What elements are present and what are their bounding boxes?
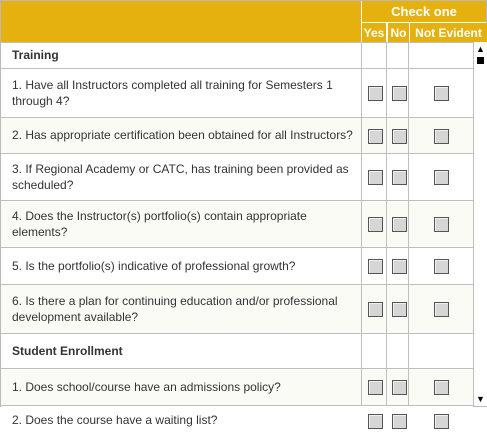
- not-evident-checkbox[interactable]: [434, 86, 449, 101]
- section-title: Student Enrollment: [12, 344, 123, 358]
- yes-checkbox[interactable]: [368, 217, 383, 232]
- yes-checkbox[interactable]: [368, 259, 383, 274]
- yes-column-header: Yes: [362, 23, 386, 42]
- question-text: 6. Is there a plan for continuing education and/or professional development available?: [12, 294, 338, 324]
- question-row: [1, 247, 473, 285]
- not-evident-checkbox[interactable]: [434, 259, 449, 274]
- column-divider: [408, 42, 409, 406]
- no-checkbox[interactable]: [392, 217, 407, 232]
- question-text: 4. Does the Instructor(s) portfolio(s) contain appropriate elements?: [12, 209, 307, 239]
- not-evident-checkbox[interactable]: [434, 380, 449, 395]
- no-checkbox[interactable]: [392, 259, 407, 274]
- not-evident-column-header: Not Evident: [409, 23, 487, 42]
- yes-checkbox[interactable]: [368, 170, 383, 185]
- question-text: 2. Has appropriate certification been obtained for all Instructors?: [12, 128, 353, 142]
- no-checkbox[interactable]: [392, 414, 407, 429]
- not-evident-checkbox[interactable]: [434, 414, 449, 429]
- question-row: [1, 153, 473, 201]
- question-row: [1, 368, 473, 406]
- not-evident-checkbox[interactable]: [434, 129, 449, 144]
- arrow-down-icon[interactable]: ▼: [476, 394, 485, 404]
- not-evident-checkbox[interactable]: [434, 302, 449, 317]
- question-row: [1, 68, 473, 118]
- question-text: 3. If Regional Academy or CATC, has training been provided as scheduled?: [12, 162, 349, 192]
- not-evident-checkbox[interactable]: [434, 217, 449, 232]
- scroll-thumb[interactable]: [477, 57, 484, 64]
- no-checkbox[interactable]: [392, 302, 407, 317]
- question-text: 1. Have all Instructors completed all training for Semesters 1 through 4?: [12, 78, 333, 108]
- question-row: [1, 200, 473, 248]
- section-header-row: [1, 333, 473, 369]
- column-divider: [361, 42, 362, 406]
- check-one-header: Check one: [391, 4, 457, 19]
- no-checkbox[interactable]: [392, 129, 407, 144]
- question-text: 1. Does school/course have an admissions policy?: [12, 380, 281, 394]
- yes-checkbox[interactable]: [368, 129, 383, 144]
- question-text: 2. Does the course have a waiting list?: [12, 413, 218, 427]
- column-divider: [386, 42, 387, 406]
- vertical-scrollbar[interactable]: [473, 42, 487, 406]
- question-row: [1, 284, 473, 334]
- checklist-body: [1, 42, 473, 427]
- no-column-header: No: [387, 23, 409, 42]
- question-text: 5. Is the portfolio(s) indicative of professional growth?: [12, 259, 296, 273]
- yes-checkbox[interactable]: [368, 414, 383, 429]
- yes-checkbox[interactable]: [368, 380, 383, 395]
- yes-checkbox[interactable]: [368, 302, 383, 317]
- yes-checkbox[interactable]: [368, 86, 383, 101]
- section-title: Training: [12, 48, 59, 62]
- arrow-up-icon[interactable]: ▲: [476, 44, 485, 54]
- no-checkbox[interactable]: [392, 86, 407, 101]
- no-checkbox[interactable]: [392, 170, 407, 185]
- not-evident-checkbox[interactable]: [434, 170, 449, 185]
- question-header-cell: [1, 1, 362, 42]
- section-header-row: [1, 42, 473, 69]
- question-row: [1, 117, 473, 154]
- no-checkbox[interactable]: [392, 380, 407, 395]
- question-row: [1, 405, 473, 436]
